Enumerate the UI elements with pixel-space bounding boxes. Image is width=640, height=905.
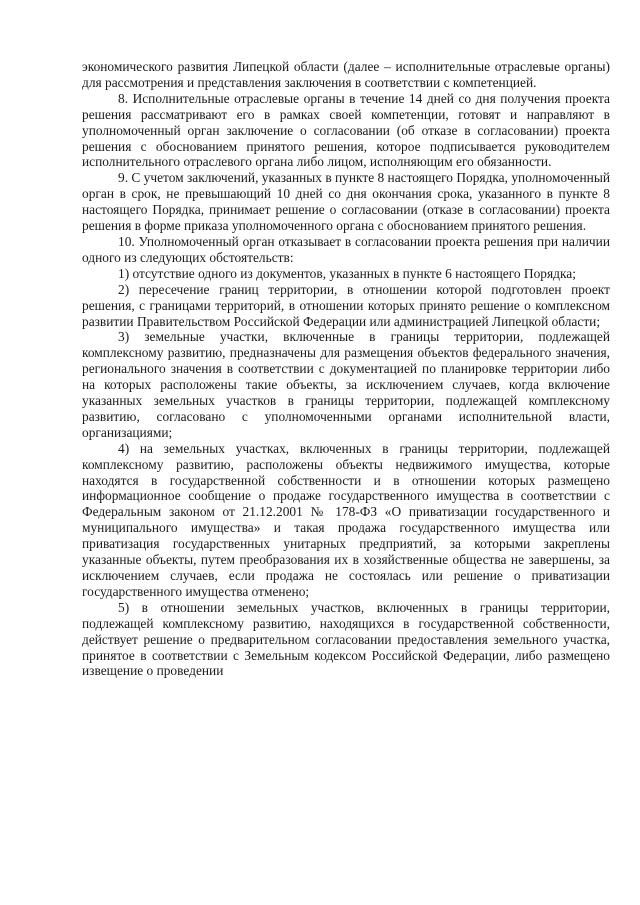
subitem-5: 5) в отношении земельных участков, включенных в границы территории, подлежащей комплексному развитию, находящихся в государственной собственности, действует решение о предварительном согласовании предоставления земельного участка, принятое в соответствии с Земельным кодексом Российской Федерации, либо размещено извещение о проведении [82, 599, 610, 679]
subitem-1: 1) отсутствие одного из документов, указанных в пункте 6 настоящего Порядка; [118, 265, 576, 281]
subitem-2: 2) пересечение границ территории, в отношении которой подготовлен проект решения, с границами территорий, в отношении которых принято решение о комплексном развитии Правительством Российской Федерации или администрацией Липецкой области; [82, 281, 610, 329]
paragraph-item-9: 9. С учетом заключений, указанных в пункте 8 настоящего Порядка, уполномоченный орган в срок, не превышающий 10 дней со дня окончания срока, указанного в пункте 8 настоящего Порядка, принимает решение о согласовании (отказе в согласовании) проекта решения в форме приказа уполномоченного органа с обоснованием принятого решения. [82, 170, 610, 234]
subitem-3: 3) земельные участки, включенные в границы территории, подлежащей комплексному развитию, предназначены для размещения объектов федерального значения, регионального значения в соответствии с документацией по планировке территории либо на которых расположены такие объекты, за исключением случаев, когда включение указанных земельных участков в границы территории, подлежащей комплексному развитию, согласовано с уполномоченными органами исполнительной власти, организациями; [82, 329, 610, 440]
paragraph-item-8: 8. Исполнительные отраслевые органы в течение 14 дней со дня получения проекта решения рассматривают его в рамках своей компетенции, готовят и направляют в уполномоченный орган заключение о согласовании (об отказе в согласовании) проекта решения с обоснованием принятого решения, которое подписывается руководителем исполнительного отраслевого органа либо лицом, исполняющим его обязанности. [82, 90, 610, 170]
paragraph-continuation: экономического развития Липецкой области (далее – исполнительные отраслевые органы) для рассмотрения и представления заключения в соответствии с компетенцией. [82, 59, 610, 90]
paragraph-item-10: 10. Уполномоченный орган отказывает в согласовании проекта решения при наличии одного из следующих обстоятельств: [82, 233, 610, 265]
document-body [82, 59, 610, 679]
subitem-4: 4) на земельных участках, включенных в границы территории, подлежащей комплексному развитию, расположены объекты недвижимого имущества, которые находятся в государственной собственности и в отношении которых размещено информационное сообщение о продаже государственного имущества в соответствии с Федеральным законом от 21.12.2001 № 178-ФЗ «О приватизации государственного и муниципального имущества» и такая продажа государственного имущества или приватизация государственных унитарных предприятий, за которыми закреплены указанные объекты, путем преобразования их в хозяйственные общества не завершены, за исключением случаев, если продажа не состоялась или решение о приватизации государственного имущества отменено; [82, 440, 610, 599]
